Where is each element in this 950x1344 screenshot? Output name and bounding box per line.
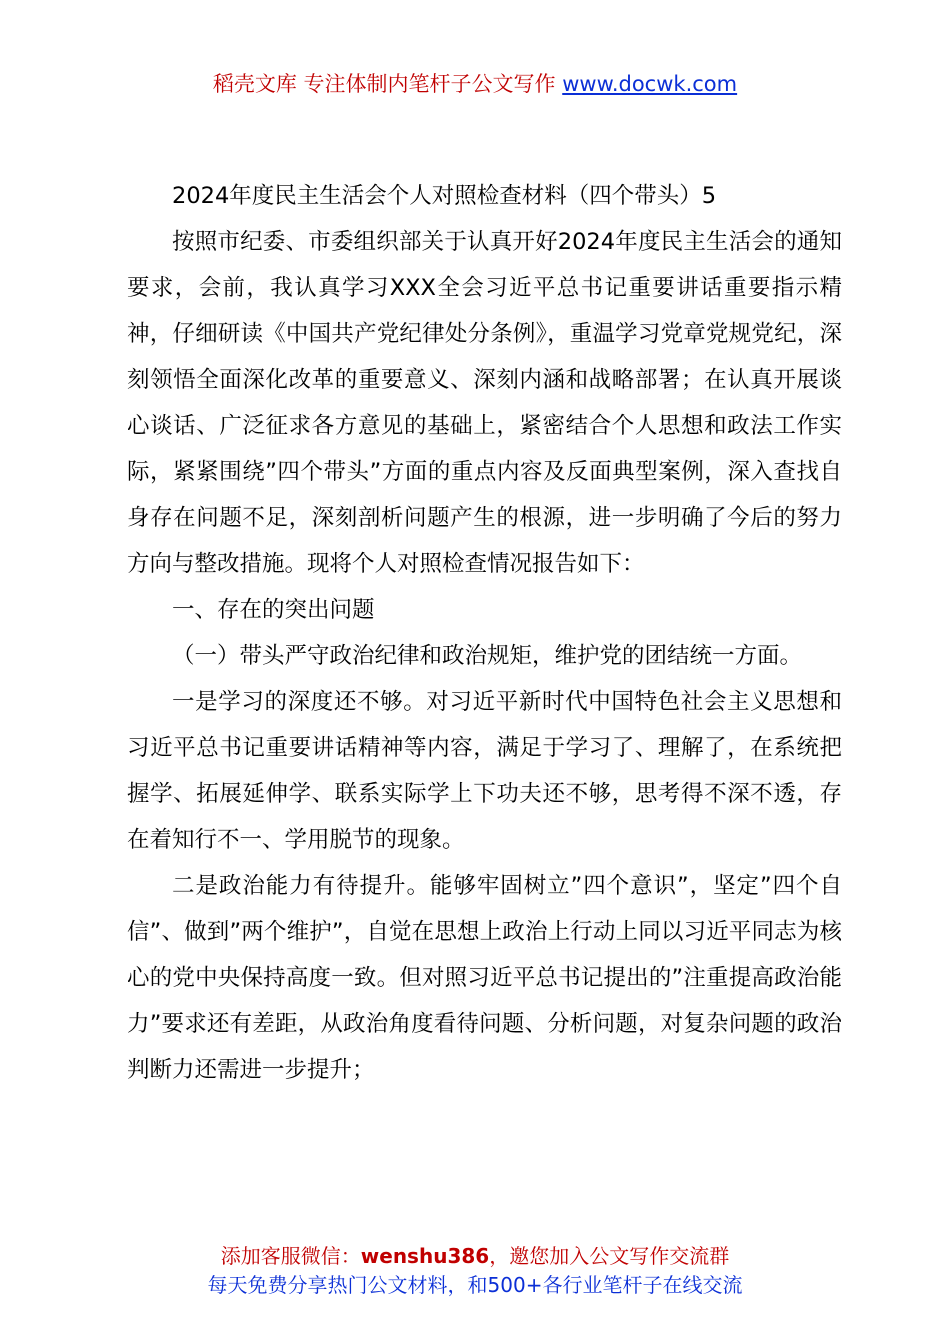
- footer-wechat-id: wenshu386: [360, 1244, 490, 1268]
- footer-wechat-suffix: ，邀您加入公文写作交流群: [489, 1244, 730, 1268]
- site-url-link[interactable]: www.docwk.com: [562, 72, 738, 96]
- site-header: [0, 68, 950, 100]
- intro-paragraph: 按照市纪委、市委组织部关于认真开好2024年度民主生活会的通知要求，会前，我认真学习XXX全会习近平总书记重要讲话重要指示精神，仔细研读《中国共产党纪律处分条例》，重温学习党章党规党纪，深刻领悟全面深化改革的重要意义、深刻内涵和战略部署；在认真开展谈心谈话、广泛征求各方意见的基础上，紧密结合个人思想和政法工作实际，紧紧围绕”四个带头”方面的重点内容及反面典型案例，深入查找自身存在问题不足，深刻剖析问题产生的根源，进一步明确了今后的努力方向与整改措施。现将个人对照检查情况报告如下：: [127, 229, 842, 577]
- footer-wechat-prefix: 添加客服微信：: [220, 1244, 361, 1268]
- body-paragraph: 二是政治能力有待提升。能够牢固树立”四个意识”，坚定”四个自信”、做到”两个维护”，自觉在思想上政治上行动上同以习近平同志为核心的党中央保持高度一致。但对照习近平总书记提出的”注重提高政治能力”要求还有差距，从政治角度看待问题、分析问题，对复杂问题的政治判断力还需进一步提升；: [127, 873, 842, 1083]
- section-heading: 一、存在的突出问题: [172, 597, 375, 623]
- promo-footer: [0, 1242, 950, 1300]
- footer-share-line: 每天免费分享热门公文材料，和500+各行业笔杆子在线交流: [207, 1273, 743, 1297]
- body-paragraph: 一是学习的深度还不够。对习近平新时代中国特色社会主义思想和习近平总书记重要讲话精神等内容，满足于学习了、理解了，在系统把握学、拓展延伸学、联系实际学上下功夫还不够，思考得不深不透，存在着知行不一、学用脱节的现象。: [127, 689, 842, 853]
- document-body: [127, 173, 842, 1093]
- footer-wechat-line: [0, 1242, 950, 1271]
- site-slogan: 稻壳文库 专注体制内笔杆子公文写作: [212, 72, 563, 96]
- subsection-heading: （一）带头严守政治纪律和政治规矩，维护党的团结统一方面。: [172, 643, 803, 669]
- document-title: 2024年度民主生活会个人对照检查材料（四个带头）5: [172, 183, 717, 209]
